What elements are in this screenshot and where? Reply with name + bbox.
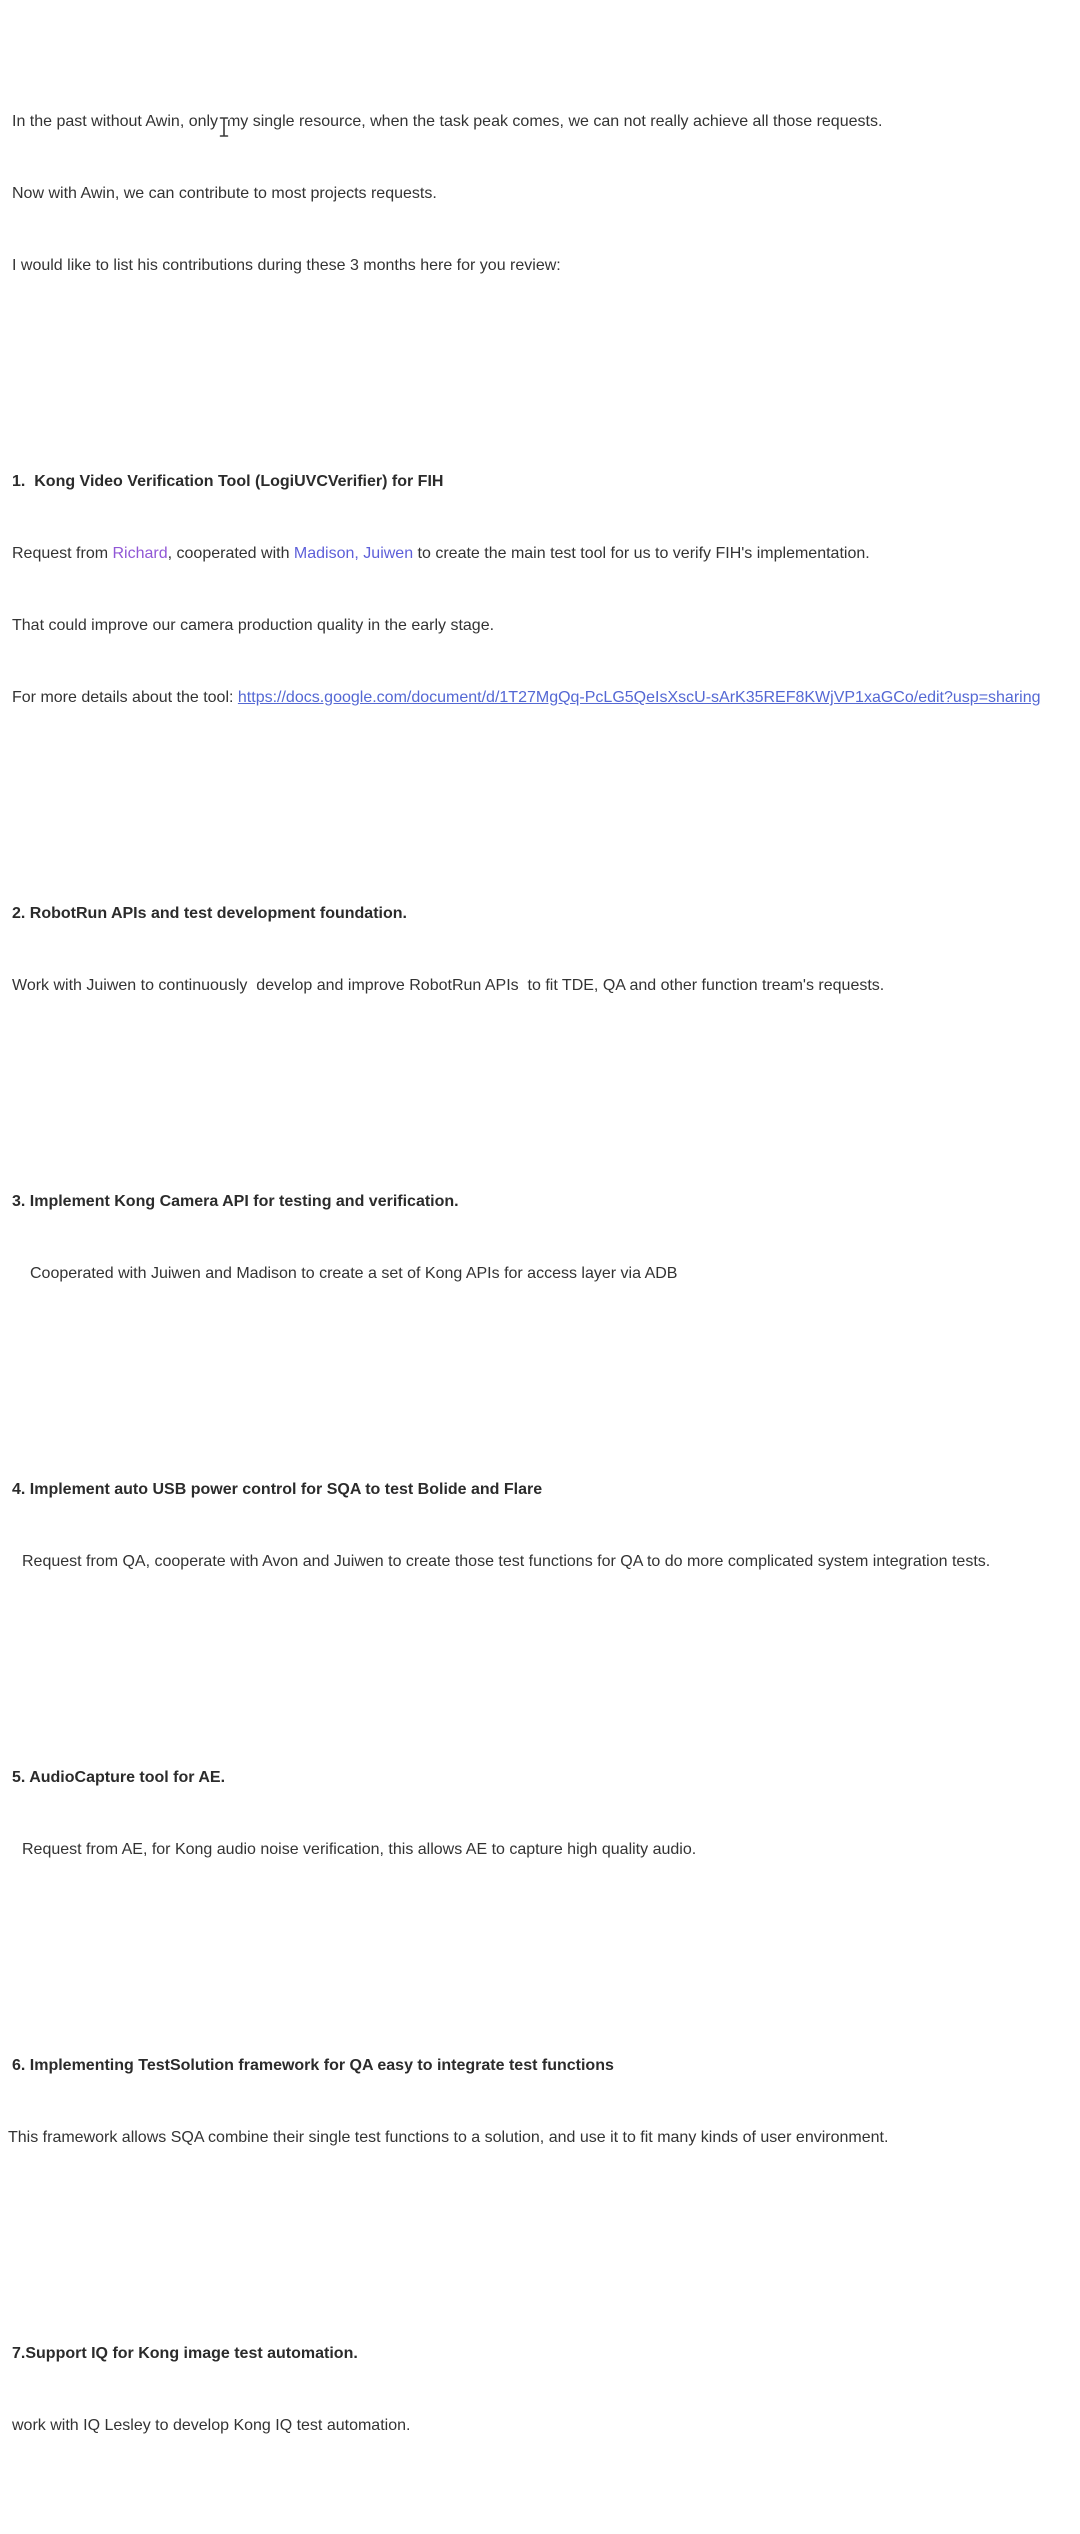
intro-line-2: Now with Awin, we can contribute to most projects requests. bbox=[12, 185, 437, 202]
item-5-body: Request from AE, for Kong audio noise verification, this allows AE to capture high quality audio. bbox=[22, 1841, 697, 1858]
item-1-text-pre: Request from bbox=[12, 545, 113, 562]
contribution-item-6 bbox=[8, 2006, 1068, 2198]
item-6-body: This framework allows SQA combine their single test functions to a solution, and use it to fit many kinds of user environment. bbox=[8, 2129, 889, 2146]
item-5-heading: 5. AudioCapture tool for AE. bbox=[12, 1769, 226, 1786]
contribution-item-4 bbox=[12, 1430, 1068, 1622]
intro-line-1: In the past without Awin, only my single resource, when the task peak comes, we can not really achieve all those requests. bbox=[12, 113, 883, 130]
contribution-item-3 bbox=[12, 1142, 1068, 1334]
item-3-body: Cooperated with Juiwen and Madison to create a set of Kong APIs for access layer via ADB bbox=[30, 1265, 678, 1282]
item-7-heading: 7.Support IQ for Kong image test automation. bbox=[12, 2345, 358, 2362]
item-1-text-mid: , cooperated with bbox=[167, 545, 294, 562]
item-1-text-post: to create the main test tool for us to verify FIH's implementation. bbox=[413, 545, 870, 562]
item-1-url-label: For more details about the tool: bbox=[12, 689, 238, 706]
item-6-heading: 6. Implementing TestSolution framework for QA easy to integrate test functions bbox=[12, 2057, 614, 2074]
item-1-url-line bbox=[12, 686, 1068, 710]
item-1-request-line bbox=[12, 542, 1068, 566]
item-4-heading: 4. Implement auto USB power control for SQA to test Bolide and Flare bbox=[12, 1481, 543, 1498]
madison-link[interactable]: Madison, bbox=[293, 545, 359, 562]
contribution-item-7 bbox=[12, 2294, 1068, 2486]
item-1-detail-line: That could improve our camera production quality in the early stage. bbox=[12, 617, 495, 634]
intro-line-3: I would like to list his contributions during these 3 months here for you review: bbox=[12, 257, 561, 274]
item-1-heading: 1. Kong Video Verification Tool (LogiUVCVerifier) for FIH bbox=[12, 473, 444, 490]
item-2-body: Work with Juiwen to continuously develop and improve RobotRun APIs to fit TDE, QA and other function tream's requests. bbox=[12, 977, 885, 994]
item-7-body: work with IQ Lesley to develop Kong IQ test automation. bbox=[12, 2417, 411, 2434]
item-4-body: Request from QA, cooperate with Avon and Juiwen to create those test functions for QA to do more complicated system integration tests. bbox=[22, 1553, 991, 1570]
intro-paragraph bbox=[12, 62, 1068, 326]
item-2-heading: 2. RobotRun APIs and test development foundation. bbox=[12, 905, 407, 922]
google-doc-link[interactable]: https://docs.google.com/document/d/1T27MgQq-PcLG5QeIsXscU-sArK35REF8KWjVP1xaGCo/edit?usp=sharing bbox=[237, 689, 1041, 706]
item-3-heading: 3. Implement Kong Camera API for testing and verification. bbox=[12, 1193, 459, 1210]
richard-link[interactable]: Richard bbox=[112, 545, 168, 562]
contribution-item-2 bbox=[12, 854, 1068, 1046]
contribution-item-1 bbox=[12, 422, 1068, 758]
juiwen-link[interactable]: Juiwen bbox=[363, 545, 414, 562]
contribution-item-5 bbox=[12, 1718, 1068, 1910]
